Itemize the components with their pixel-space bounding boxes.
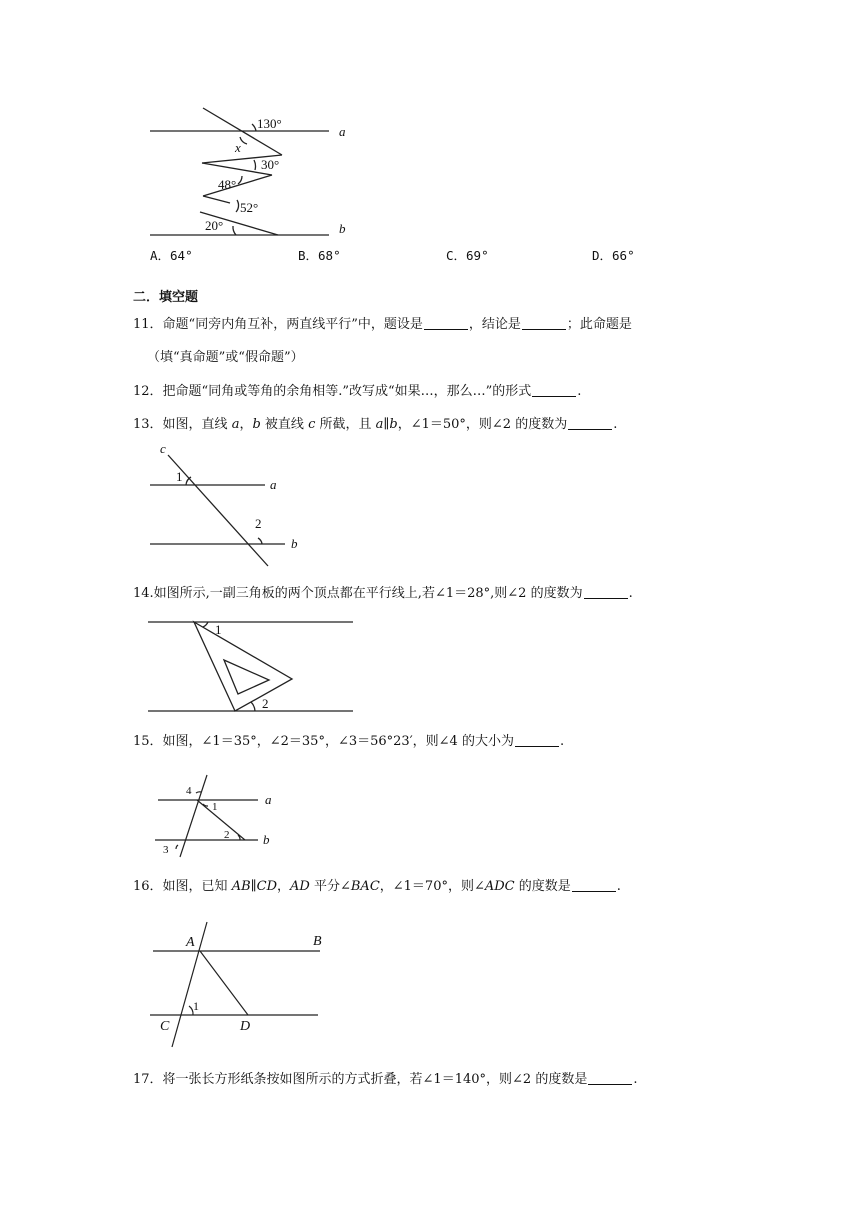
q16-parallel: AB∥CD	[231, 879, 278, 894]
label-a: a	[270, 477, 277, 492]
label-1: 1	[176, 469, 183, 484]
q13-text-3: 被直线	[260, 417, 309, 432]
q16-end: .	[616, 879, 621, 894]
q11-text-1: 11．命题“同旁内角互补，两直线平行”中，题设是	[133, 317, 423, 332]
q14-text: 14.如图所示,一副三角板的两个顶点都在平行线上,若∠1＝28°,则∠2 的度数为	[133, 586, 583, 601]
label-20: 20°	[205, 218, 224, 233]
q12-end: .	[577, 384, 582, 399]
label-30: 30°	[261, 157, 280, 172]
label-1: 1	[212, 801, 218, 813]
label-a: a	[265, 792, 272, 807]
q15-text: 15．如图，∠1＝35°，∠2＝35°，∠3＝56°23′，则∠4 的大小为	[133, 734, 514, 749]
q13-text-1: 13．如图，直线	[133, 417, 232, 432]
label-4: 4	[186, 785, 192, 797]
section-title: 二．填空题	[133, 290, 199, 305]
q13-end: .	[613, 417, 618, 432]
option-a: A．64°	[150, 248, 193, 263]
question-17	[133, 1073, 637, 1086]
q16-text-1: 16．如图，已知	[133, 879, 232, 894]
q16-bac: BAC	[350, 879, 380, 894]
q16-text-4: ，∠1＝70°，则∠	[379, 879, 485, 894]
label-130: 130°	[257, 116, 282, 131]
label-a: a	[339, 124, 346, 139]
q17-end: .	[633, 1072, 638, 1087]
label-b: b	[291, 536, 298, 551]
q13-var-c: c	[308, 417, 316, 432]
label-C: C	[160, 1019, 170, 1034]
label-2: 2	[224, 829, 230, 841]
q13-var-b: b	[252, 417, 261, 432]
q13-text-2: ，	[239, 417, 253, 432]
label-1: 1	[193, 999, 199, 1013]
q13-var-a: a	[231, 417, 240, 432]
question-11-line2: （填“真命题”或“假命题”）	[147, 350, 304, 365]
label-b: b	[263, 832, 270, 847]
label-2: 2	[262, 696, 269, 711]
q16-text-2: ，	[277, 879, 291, 894]
q11-text-2: ，结论是	[468, 317, 521, 332]
option-b: B．68°	[298, 248, 341, 263]
q17-text: 17．将一张长方形纸条按如图所示的方式折叠，若∠1＝140°，则∠2 的度数是	[133, 1072, 588, 1087]
label-2: 2	[255, 516, 262, 531]
q14-end: .	[628, 586, 633, 601]
label-A: A	[186, 935, 195, 950]
label-D: D	[240, 1019, 251, 1034]
label-1: 1	[215, 622, 222, 637]
line-ad	[200, 951, 248, 1015]
label-B: B	[313, 934, 322, 949]
label-c: c	[160, 441, 166, 456]
q12-text: 12．把命题“同角或等角的余角相等.”改写成“如果…，那么…”的形式	[133, 384, 532, 399]
q16-text-3: 平分∠	[309, 879, 351, 894]
label-48: 48°	[218, 177, 237, 192]
q13-text-4: 所截，且	[315, 417, 376, 432]
option-c: C．69°	[446, 248, 489, 263]
q13-parallel: a∥b	[375, 417, 398, 432]
label-3: 3	[163, 844, 169, 856]
q15-end: .	[559, 734, 565, 749]
q11-text-3: ；此命题是	[566, 317, 632, 332]
label-b: b	[339, 221, 346, 236]
q16-text-5: 的度数是	[514, 879, 571, 894]
label-52: 52°	[240, 200, 259, 215]
q16-ad: AD	[290, 879, 310, 894]
q16-adc: ADC	[484, 879, 515, 894]
option-d: D．66°	[592, 248, 635, 263]
q13-text-5: ，∠1＝50°，则∠2 的度数为	[397, 417, 568, 432]
label-x: x	[235, 140, 241, 155]
answer-blank	[588, 1083, 632, 1085]
